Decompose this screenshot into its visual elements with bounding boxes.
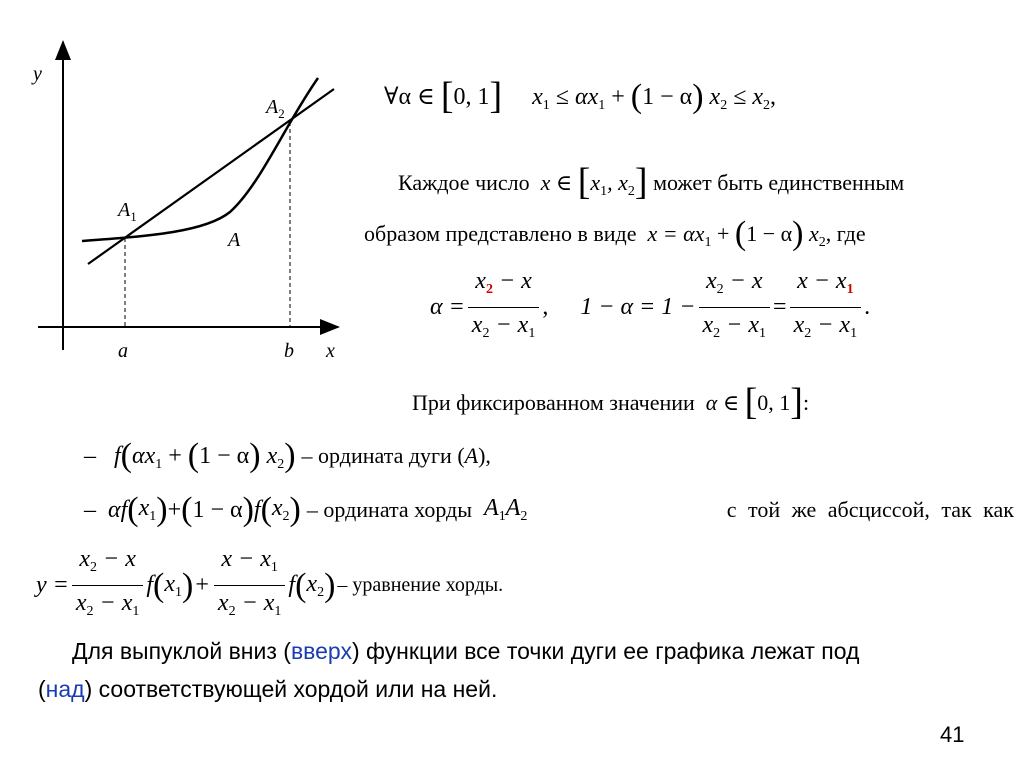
formula-convex-combination: ∀α ∈ [0, 1] $x_1 \le \alpha x_1 + (1 - \alpha) x_2 \le x_2$, — [384, 75, 777, 117]
word-over: над — [45, 676, 85, 702]
chord-equation: y = $\frac{x_2 - x}{x_2 - x_1}$ f ( $x_1$ ) + $\frac{x - x_1}{x_2 - x_1}$ f ( $x_2$ ) – уравнение хорды. — [36, 546, 504, 619]
x-axis-label: x — [326, 340, 335, 362]
a-label: a — [118, 340, 128, 362]
word-up: вверх — [290, 638, 352, 664]
bullet-arc-ordinate: – $f(\alpha x_1 + (1 - \alpha)$ $x_2$) – ордината дуги (A), — [84, 437, 491, 474]
paragraph-representation: образом представлено в виде $x = \alpha x_1 + (1 - \alpha)$ $x_2$, где — [364, 215, 866, 252]
paragraph-fixed-alpha: При фиксированном значении α ∈ [0, 1]: — [412, 381, 810, 423]
arc-label: A — [228, 229, 241, 251]
b-label: b — [284, 340, 294, 362]
page-number: 41 — [940, 722, 965, 747]
y-axis-label: y — [33, 63, 42, 85]
convexity-graph — [0, 0, 360, 390]
bullet-chord-ordinate: – αf ( $x_1$ ) + ( 1 − α ) f ( $x_2$ ) – ордината хорды $A_1A_2$ с той же абсциссой, так как — [84, 491, 1014, 528]
formula-alpha: α = $\frac{x_2 - x}{x_2 - x_1}$ , 1 − α = 1 − $\frac{x_2 - x}{x_2 - x_1}$ = $\frac{x - x_1}{x_2 - x_1}$ . — [430, 268, 871, 341]
A1-label: $A_1$ — [118, 199, 137, 224]
A2-label: $A_2$ — [266, 96, 285, 121]
paragraph-each-number: Каждое число x ∈ [$x_1$, $x_2$] может быть единственным — [398, 161, 905, 203]
conclusion: Для выпуклой вниз (вверх) функции все точки дуги ее графика лежат под (над) соответствующей хордой или на ней. — [38, 638, 860, 702]
